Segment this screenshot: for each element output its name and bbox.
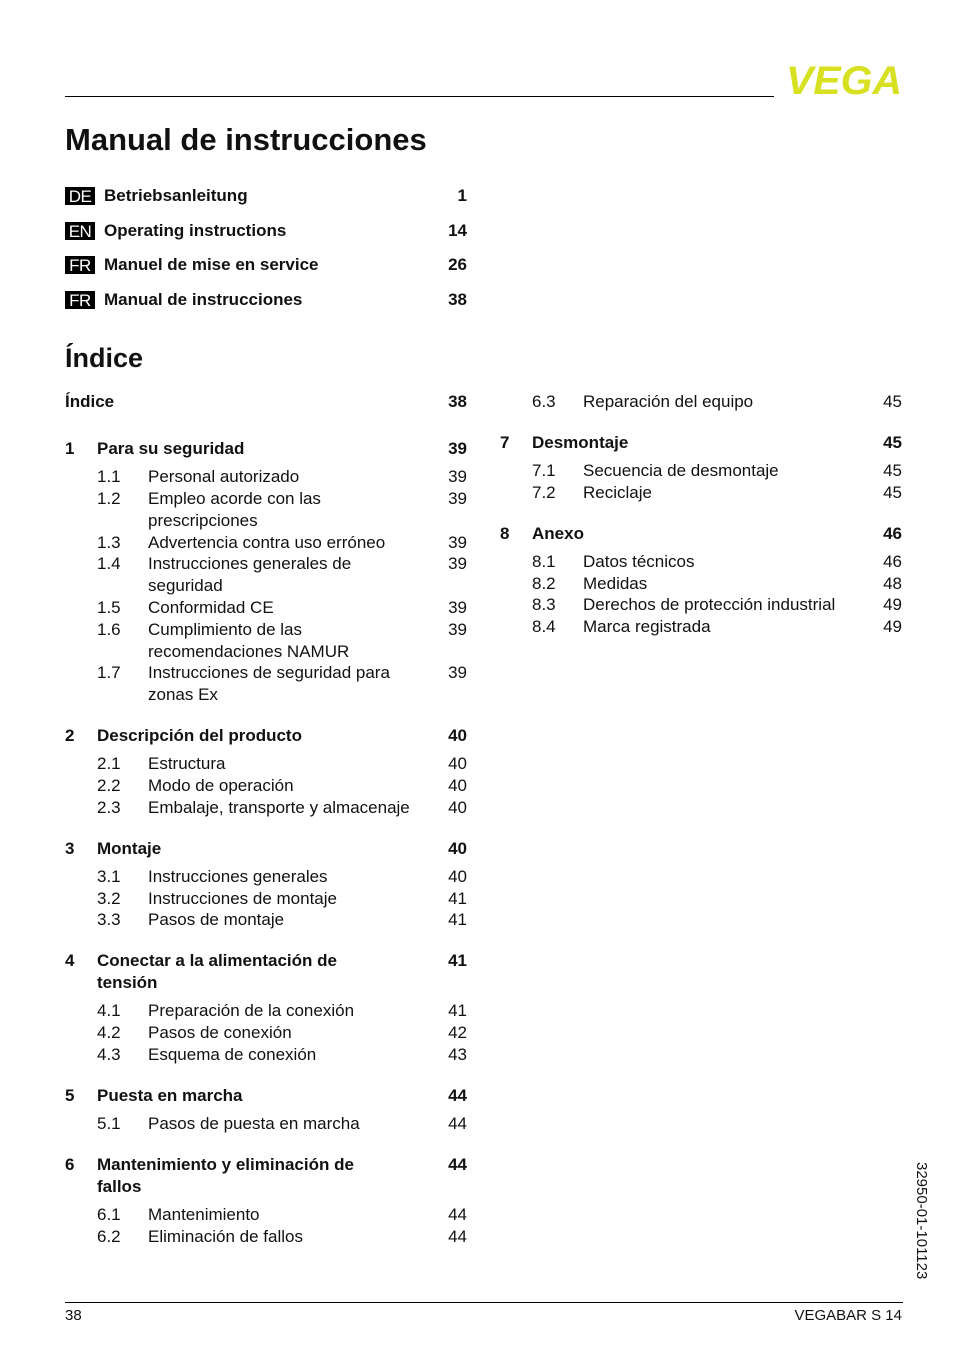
toc-number: 8.1	[532, 552, 556, 571]
toc-page: 40	[448, 754, 467, 773]
toc-label: Montaje	[97, 839, 162, 858]
toc-page: 45	[883, 392, 902, 411]
toc-number: 1.2	[97, 489, 121, 508]
toc-label: Medidas	[583, 574, 648, 593]
toc-number: 3.1	[97, 867, 121, 886]
toc-label: Índice	[65, 392, 115, 411]
toc-number: 3	[65, 839, 75, 858]
language-badge: DE	[65, 187, 95, 205]
index-heading: Índice	[65, 343, 144, 373]
language-row-es[interactable]	[65, 290, 467, 312]
toc-label: Advertencia contra uso erróneo	[148, 533, 386, 552]
toc-number: 5	[65, 1086, 75, 1105]
language-page: 26	[448, 255, 467, 274]
language-badge: EN	[65, 222, 95, 240]
toc-page: 44	[448, 1227, 467, 1246]
toc-number: 2.1	[97, 754, 121, 773]
toc-page: 41	[448, 951, 467, 970]
language-label: Manual de instrucciones	[104, 290, 303, 309]
toc-page: 39	[448, 439, 467, 458]
language-badge: FR	[65, 256, 95, 274]
toc-page: 39	[448, 467, 467, 486]
toc-number: 2.3	[97, 798, 121, 817]
toc-page: 44	[448, 1086, 467, 1105]
toc-label: Eliminación de fallos	[148, 1227, 303, 1246]
toc-label: Conformidad CE	[148, 598, 274, 617]
toc-page: 44	[448, 1155, 467, 1174]
toc-label: Modo de operación	[148, 776, 294, 795]
toc-number: 1.6	[97, 620, 121, 639]
toc-label: Mantenimiento y eliminación de fallos	[97, 1155, 354, 1196]
language-label: Manuel de mise en service	[104, 255, 319, 274]
toc-number: 4.2	[97, 1023, 121, 1042]
toc-page: 46	[883, 524, 902, 543]
language-row-fr[interactable]	[65, 255, 467, 277]
toc-number: 6	[65, 1155, 75, 1174]
toc-number: 1.3	[97, 533, 121, 552]
toc-label: Derechos de protección industrial	[583, 595, 836, 614]
toc-label: Instrucciones de montaje	[148, 889, 337, 908]
toc-number: 6.1	[97, 1205, 121, 1224]
toc-number: 2	[65, 726, 75, 745]
toc-label: Pasos de puesta en marcha	[148, 1114, 360, 1133]
toc-number: 1.4	[97, 554, 121, 573]
toc-label: Mantenimiento	[148, 1205, 260, 1224]
toc-page: 46	[883, 552, 902, 571]
toc-number: 3.2	[97, 889, 121, 908]
toc-label: Conectar a la alimentación de tensión	[97, 951, 337, 992]
toc-label: Datos técnicos	[583, 552, 695, 571]
language-label: Operating instructions	[104, 221, 287, 240]
toc-page: 41	[448, 1001, 467, 1020]
toc-page: 42	[448, 1023, 467, 1042]
toc-label: Instrucciones generales de seguridad	[148, 554, 352, 595]
toc-page: 40	[448, 798, 467, 817]
toc-page: 40	[448, 839, 467, 858]
toc-page: 44	[448, 1205, 467, 1224]
toc-label: Pasos de montaje	[148, 910, 285, 929]
toc-number: 8	[500, 524, 510, 543]
vega-logo-text: VEGA	[786, 62, 902, 98]
language-page: 38	[448, 290, 467, 309]
toc-label: Cumplimiento de las recomendaciones NAMUR	[148, 620, 350, 661]
header-rule	[65, 96, 774, 97]
toc-label: Instrucciones generales	[148, 867, 328, 886]
language-row-en[interactable]	[65, 221, 467, 243]
vega-logo	[786, 62, 904, 98]
toc-number: 4.1	[97, 1001, 121, 1020]
toc-page: 45	[883, 461, 902, 480]
toc-page: 41	[448, 889, 467, 908]
toc-label: Preparación de la conexión	[148, 1001, 355, 1020]
footer-product-name: VEGABAR S 14	[794, 1307, 902, 1324]
footer-rule	[65, 1302, 903, 1303]
toc-number: 6.3	[532, 392, 556, 411]
toc-page: 44	[448, 1114, 467, 1133]
toc-number: 1.7	[97, 663, 121, 682]
toc-number: 7.1	[532, 461, 556, 480]
toc-number: 1.1	[97, 467, 121, 486]
toc-page: 40	[448, 726, 467, 745]
toc-label: Marca registrada	[583, 617, 711, 636]
toc-label: Instrucciones de seguridad para zonas Ex	[148, 663, 390, 704]
toc-number: 3.3	[97, 910, 121, 929]
toc-number: 7.2	[532, 483, 556, 502]
document-number: 32950-01-101123	[913, 1162, 930, 1280]
toc-label: Reparación del equipo	[583, 392, 754, 411]
toc-page: 40	[448, 776, 467, 795]
toc-page: 41	[448, 910, 467, 929]
toc-label: Esquema de conexión	[148, 1045, 317, 1064]
toc-label: Descripción del producto	[97, 726, 302, 745]
toc-number: 1.5	[97, 598, 121, 617]
page-title: Manual de instrucciones	[65, 122, 427, 157]
language-page: 14	[448, 221, 467, 240]
language-label: Betriebsanleitung	[104, 186, 248, 205]
toc-page: 40	[448, 867, 467, 886]
toc-number: 8.3	[532, 595, 556, 614]
toc-page: 39	[448, 489, 467, 508]
toc-label: Estructura	[148, 754, 226, 773]
toc-page: 49	[883, 595, 902, 614]
toc-number: 7	[500, 433, 510, 452]
toc-page: 38	[448, 392, 467, 411]
toc-number: 1	[65, 439, 75, 458]
language-row-de[interactable]	[65, 186, 467, 208]
toc-number: 4.3	[97, 1045, 121, 1064]
toc-page: 45	[883, 483, 902, 502]
toc-label: Pasos de conexión	[148, 1023, 292, 1042]
toc-number: 8.2	[532, 574, 556, 593]
toc-number: 6.2	[97, 1227, 121, 1246]
toc-number: 2.2	[97, 776, 121, 795]
toc-page: 45	[883, 433, 902, 452]
toc-label: Embalaje, transporte y almacenaje	[148, 798, 410, 817]
toc-label: Para su seguridad	[97, 439, 245, 458]
language-badge: FR	[65, 291, 95, 309]
toc-label: Puesta en marcha	[97, 1086, 243, 1105]
toc-page: 43	[448, 1045, 467, 1064]
toc-label: Reciclaje	[583, 483, 652, 502]
toc-page: 48	[883, 574, 902, 593]
toc-number: 5.1	[97, 1114, 121, 1133]
toc-label: Anexo	[532, 524, 584, 543]
toc-number: 4	[65, 951, 75, 970]
language-page: 1	[457, 186, 467, 205]
toc-page: 39	[448, 663, 467, 682]
toc-label: Secuencia de desmontaje	[583, 461, 779, 480]
toc-label: Personal autorizado	[148, 467, 300, 486]
toc-label: Desmontaje	[532, 433, 629, 452]
footer-page-number: 38	[65, 1307, 82, 1324]
toc-page: 39	[448, 554, 467, 573]
toc-page: 39	[448, 533, 467, 552]
toc-page: 39	[448, 620, 467, 639]
toc-page: 39	[448, 598, 467, 617]
toc-page: 49	[883, 617, 902, 636]
toc-label: Empleo acorde con las prescripciones	[148, 489, 321, 530]
toc-number: 8.4	[532, 617, 556, 636]
